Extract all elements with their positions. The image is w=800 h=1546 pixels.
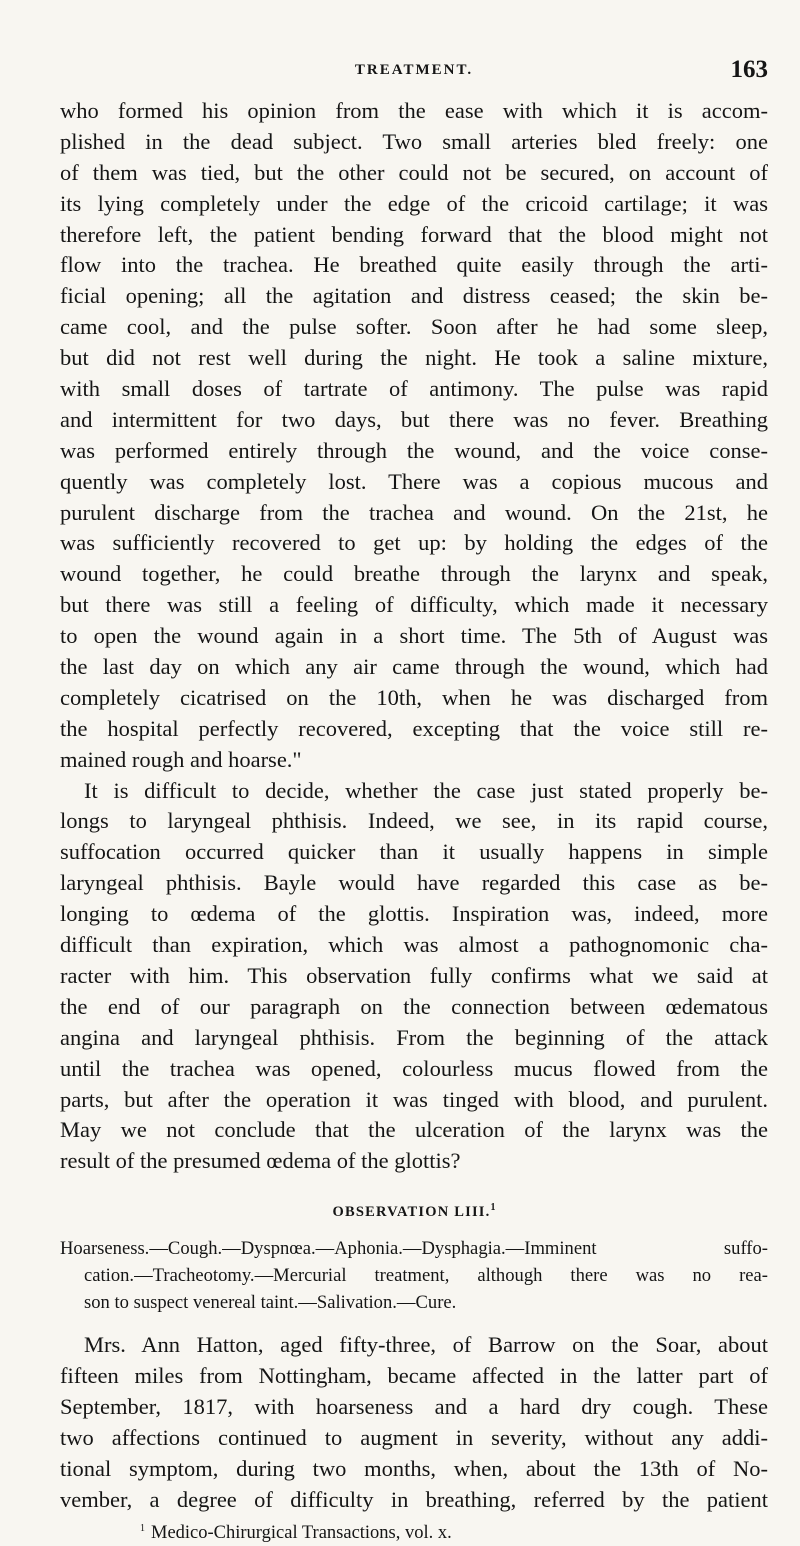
text-line: two affections continued to augment in severity, without any addi-: [60, 1424, 768, 1450]
text-line: and intermittent for two days, but there was no fever. Breathing: [60, 406, 768, 432]
text-line: flow into the trachea. He breathed quite easily through the arti-: [60, 252, 768, 278]
text-line: racter with him. This observation fully confirms what we said at: [60, 962, 768, 988]
text-line: Mrs. Ann Hatton, aged fifty-three, of Barrow on the Soar, about: [84, 1332, 768, 1358]
text-line: fifteen miles from Nottingham, became affected in the latter part of: [60, 1363, 768, 1389]
text-line: vember, a degree of difficulty in breathing, referred by the patient: [60, 1486, 768, 1512]
text-line: the end of our paragraph on the connection between œdematous: [60, 993, 768, 1019]
text-line: its lying completely under the edge of the cricoid cartilage; it was: [60, 190, 768, 216]
text-line: wound together, he could breathe through the larynx and speak,: [60, 561, 768, 587]
text-line: It is difficult to decide, whether the case just stated properly be-: [84, 777, 768, 803]
text-line: with small doses of tartrate of antimony. The pulse was rapid: [60, 376, 768, 402]
text-line: parts, but after the operation it was tinged with blood, and purulent.: [60, 1086, 768, 1112]
text-line: of them was tied, but the other could not be secured, on account of: [60, 159, 768, 185]
text-line: the hospital perfectly recovered, excepting that the voice still re-: [60, 715, 768, 741]
text-line: laryngeal phthisis. Bayle would have regarded this case as be-: [60, 870, 768, 896]
footnote-text: Medico-Chirurgical Transactions, vol. x.: [151, 1522, 452, 1543]
text-line: suffocation occurred quicker than it usually happens in simple: [60, 839, 768, 865]
text-block: [60, 96, 768, 1546]
paragraph-discussion: [60, 776, 768, 1178]
observation-heading: [60, 1197, 768, 1219]
spacer: [60, 1316, 768, 1330]
text-line: mained rough and hoarse.": [60, 746, 302, 772]
text-line: purulent discharge from the trachea and wound. On the 21st, he: [60, 499, 768, 525]
footnote: [60, 1516, 768, 1546]
text-line: but did not rest well during the night. He took a saline mixture,: [60, 345, 768, 371]
text-line: angina and laryngeal phthisis. From the beginning of the attack: [60, 1024, 768, 1050]
observation-heading-text: OBSERVATION LIII.: [332, 1204, 491, 1220]
text-line: but there was still a feeling of difficulty, which made it necessary: [60, 592, 768, 618]
text-line: was sufficiently recovered to get up: by holding the edges of the: [60, 530, 768, 556]
footnote-reference: 1: [490, 1202, 496, 1214]
text-line: tional symptom, during two months, when, about the 13th of No-: [60, 1455, 768, 1481]
summary-line: son to suspect venereal taint.—Salivation.—Cure.: [84, 1292, 457, 1314]
text-line: longing to œdema of the glottis. Inspiration was, indeed, more: [60, 901, 768, 927]
text-line: result of the presumed œdema of the glottis?: [60, 1148, 461, 1174]
text-line: plished in the dead subject. Two small arteries bled freely: one: [60, 128, 768, 154]
text-line: came cool, and the pulse softer. Soon after he had some sleep,: [60, 314, 768, 340]
page-number: 163: [730, 56, 768, 83]
running-title: TREATMENT.: [354, 62, 474, 78]
paragraph-continued: [60, 96, 768, 776]
running-head: [60, 56, 768, 86]
text-line: difficult than expiration, which was almost a pathognomonic cha-: [60, 932, 768, 958]
text-line: quently was completely lost. There was a copious mucous and: [60, 468, 768, 494]
text-line: longs to laryngeal phthisis. Indeed, we see, in its rapid course,: [60, 808, 768, 834]
text-line: ficial opening; all the agitation and distress ceased; the skin be-: [60, 283, 768, 309]
text-line: completely cicatrised on the 10th, when he was discharged from: [60, 684, 768, 710]
summary-line: Hoarseness.—Cough.—Dyspnœa.—Aphonia.—Dysphagia.—Imminent suffo-: [60, 1238, 768, 1260]
paragraph-case: [60, 1330, 768, 1515]
text-line: therefore left, the patient bending forward that the blood might not: [60, 221, 768, 247]
text-line: until the trachea was opened, colourless mucus flowed from the: [60, 1055, 768, 1081]
footnote-marker: 1: [140, 1522, 145, 1534]
text-line: the last day on which any air came through the wound, which had: [60, 654, 768, 680]
summary-line: cation.—Tracheotomy.—Mercurial treatment, although there was no rea-: [84, 1265, 768, 1287]
text-line: was performed entirely through the wound, and the voice conse-: [60, 437, 768, 463]
text-line: to open the wound again in a short time. The 5th of August was: [60, 623, 768, 649]
text-line: who formed his opinion from the ease with which it is accom-: [60, 98, 768, 123]
text-line: September, 1817, with hoarseness and a hard dry cough. These: [60, 1393, 768, 1419]
text-line: May we not conclude that the ulceration of the larynx was the: [60, 1117, 768, 1143]
observation-summary: [60, 1235, 768, 1316]
